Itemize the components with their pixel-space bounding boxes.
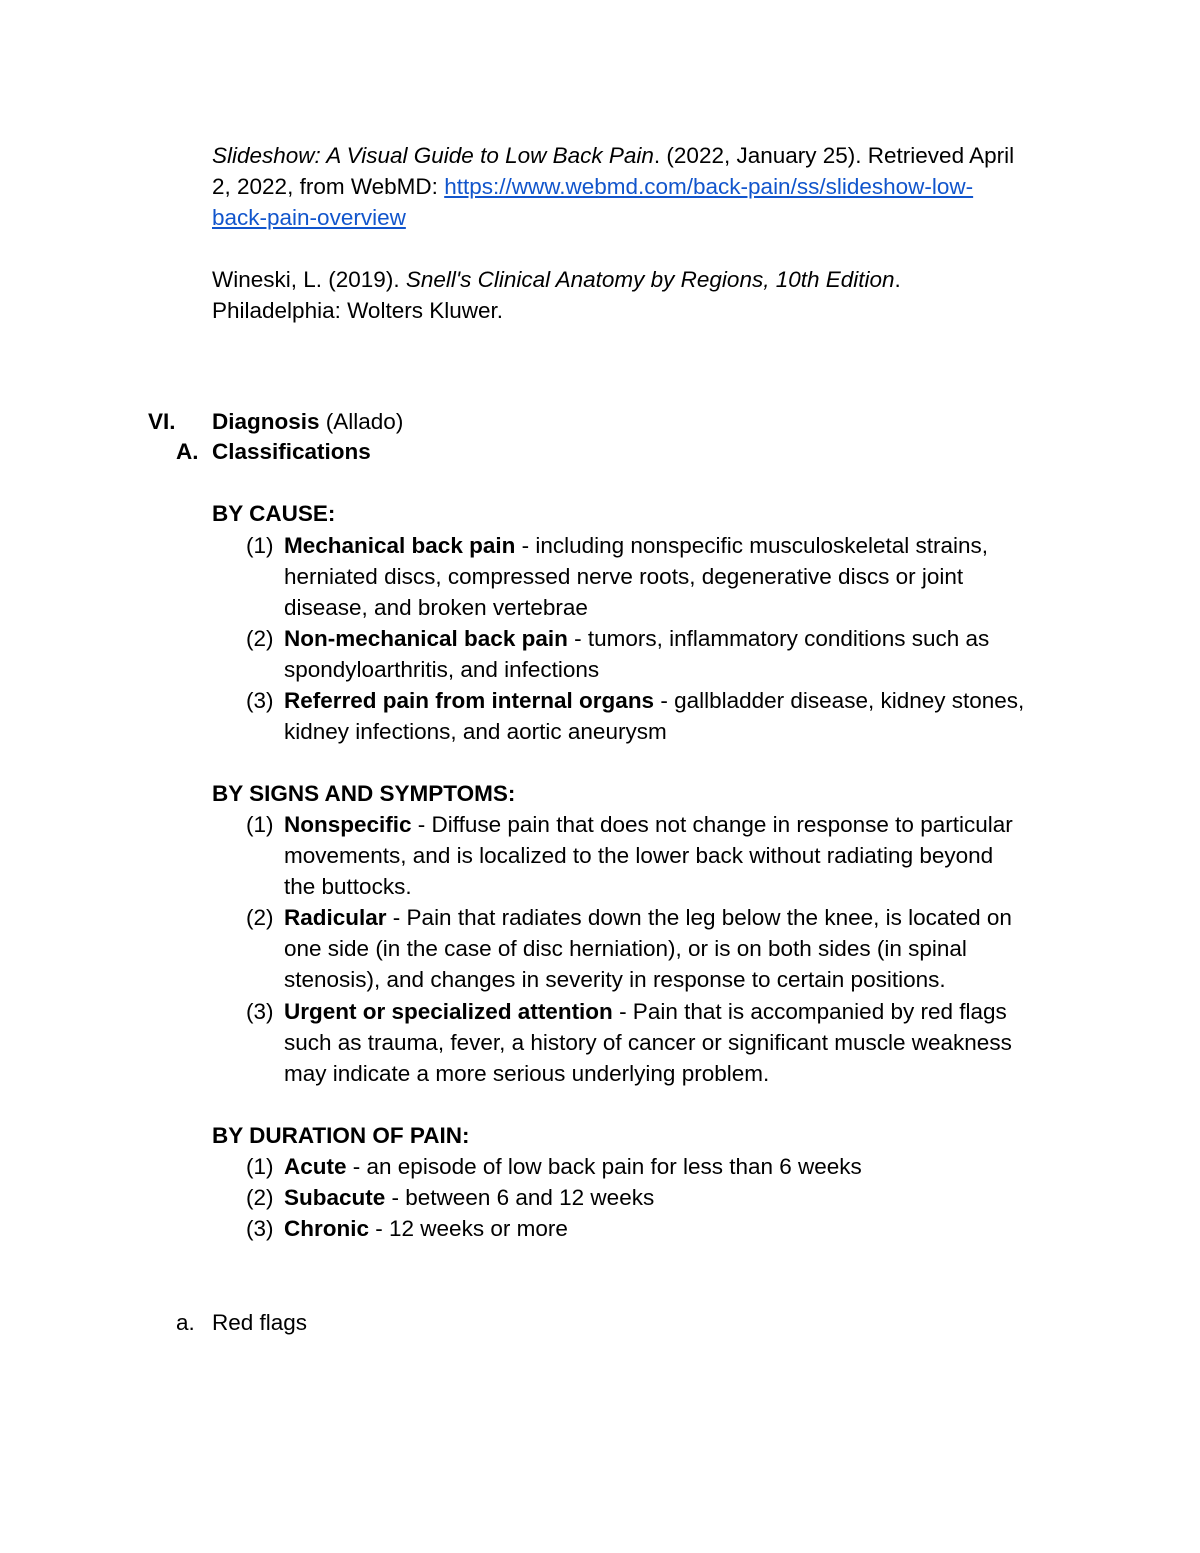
- cause-item-line: [284, 687, 1024, 715]
- cause-item-text: disease, and broken vertebrae: [284, 595, 588, 620]
- by-signs-heading: BY SIGNS AND SYMPTOMS:: [212, 781, 516, 806]
- section-title: Diagnosis: [212, 409, 320, 434]
- cause-item-term: Mechanical back pain: [284, 533, 516, 558]
- cause-item-line: [284, 532, 988, 560]
- signs-item-number: (3): [246, 999, 274, 1024]
- signs-item-text: - Pain that radiates down the leg below the knee, is located on: [386, 905, 1012, 930]
- cause-item-number: (3): [246, 688, 274, 713]
- reference-snell-title: Snell's Clinical Anatomy by Regions, 10th Edition: [405, 267, 895, 292]
- cause-item-term: Non-mechanical back pain: [284, 626, 568, 651]
- reference-snell-author: Wineski, L. (2019).: [212, 267, 406, 292]
- duration-item-number: (2): [246, 1185, 274, 1210]
- by-duration-heading: BY DURATION OF PAIN:: [212, 1123, 470, 1148]
- signs-item-term: Urgent or specialized attention: [284, 999, 613, 1024]
- signs-item-term: Radicular: [284, 905, 387, 930]
- duration-item-term: Acute: [284, 1154, 347, 1179]
- signs-item-line: [284, 998, 1007, 1026]
- reference-snell-period: .: [894, 267, 901, 292]
- reference-webmd-line1: [212, 142, 1014, 170]
- subsection-title: Classifications: [212, 439, 371, 464]
- cause-item-number: (1): [246, 533, 274, 558]
- duration-item-text: - between 6 and 12 weeks: [385, 1185, 655, 1210]
- cause-item-text: - gallbladder disease, kidney stones,: [654, 688, 1025, 713]
- reference-webmd-title: Slideshow: A Visual Guide to Low Back Pain: [212, 143, 654, 168]
- duration-item-text: - an episode of low back pain for less than 6 weeks: [346, 1154, 862, 1179]
- cause-item-term: Referred pain from internal organs: [284, 688, 655, 713]
- signs-item-text: may indicate a more serious underlying problem.: [284, 1061, 770, 1086]
- subsection-letter: A.: [176, 439, 199, 464]
- signs-item-text: the buttocks.: [284, 874, 412, 899]
- duration-item-line: [284, 1153, 862, 1181]
- reference-webmd-line2: [212, 173, 973, 201]
- duration-item-line: [284, 1215, 568, 1243]
- signs-item-text: - Pain that is accompanied by red flags: [612, 999, 1007, 1024]
- reference-webmd-source: 2, 2022, from WebMD:: [212, 174, 445, 199]
- signs-item-text: such as trauma, fever, a history of cancer or significant muscle weakness: [284, 1030, 1012, 1055]
- signs-item-number: (1): [246, 812, 274, 837]
- reference-webmd-date: . (2022, January 25). Retrieved April: [653, 143, 1015, 168]
- reference-webmd-line3: [212, 204, 406, 232]
- duration-item-text: - 12 weeks or more: [369, 1216, 568, 1241]
- signs-item-line: [284, 904, 1012, 932]
- cause-item-text: spondyloarthritis, and infections: [284, 657, 600, 682]
- reference-snell-publisher: Philadelphia: Wolters Kluwer.: [212, 298, 503, 323]
- reference-webmd-link-continued[interactable]: back-pain-overview: [212, 205, 406, 230]
- reference-webmd-link[interactable]: https://www.webmd.com/back-pain/ss/slideshow-low-: [444, 174, 974, 199]
- cause-item-number: (2): [246, 626, 274, 651]
- signs-item-text: movements, and is localized to the lower back without radiating beyond: [284, 843, 994, 868]
- signs-item-text: stenosis), and changes in severity in response to certain positions.: [284, 967, 946, 992]
- duration-item-number: (3): [246, 1216, 274, 1241]
- section-numeral: VI.: [148, 409, 176, 434]
- cause-item-line: [284, 625, 989, 653]
- signs-item-text: one side (in the case of disc herniation), or is on both sides (in spinal: [284, 936, 967, 961]
- duration-item-number: (1): [246, 1154, 274, 1179]
- duration-item-term: Chronic: [284, 1216, 370, 1241]
- signs-item-number: (2): [246, 905, 274, 930]
- cause-item-text: - including nonspecific musculoskeletal strains,: [515, 533, 989, 558]
- cause-item-text: herniated discs, compressed nerve roots, degenerative discs or joint: [284, 564, 964, 589]
- signs-item-line: [284, 811, 1013, 839]
- section-heading: [212, 408, 403, 436]
- red-flags-label: Red flags: [212, 1310, 308, 1335]
- red-flags-letter: a.: [176, 1310, 195, 1335]
- cause-item-text: kidney infections, and aortic aneurysm: [284, 719, 667, 744]
- reference-snell-line1: [212, 266, 901, 294]
- signs-item-text: - Diffuse pain that does not change in response to particular: [411, 812, 1013, 837]
- duration-item-term: Subacute: [284, 1185, 386, 1210]
- by-cause-heading: BY CAUSE:: [212, 501, 336, 526]
- section-author: (Allado): [319, 409, 404, 434]
- cause-item-text: - tumors, inflammatory conditions such as: [567, 626, 990, 651]
- duration-item-line: [284, 1184, 654, 1212]
- signs-item-term: Nonspecific: [284, 812, 412, 837]
